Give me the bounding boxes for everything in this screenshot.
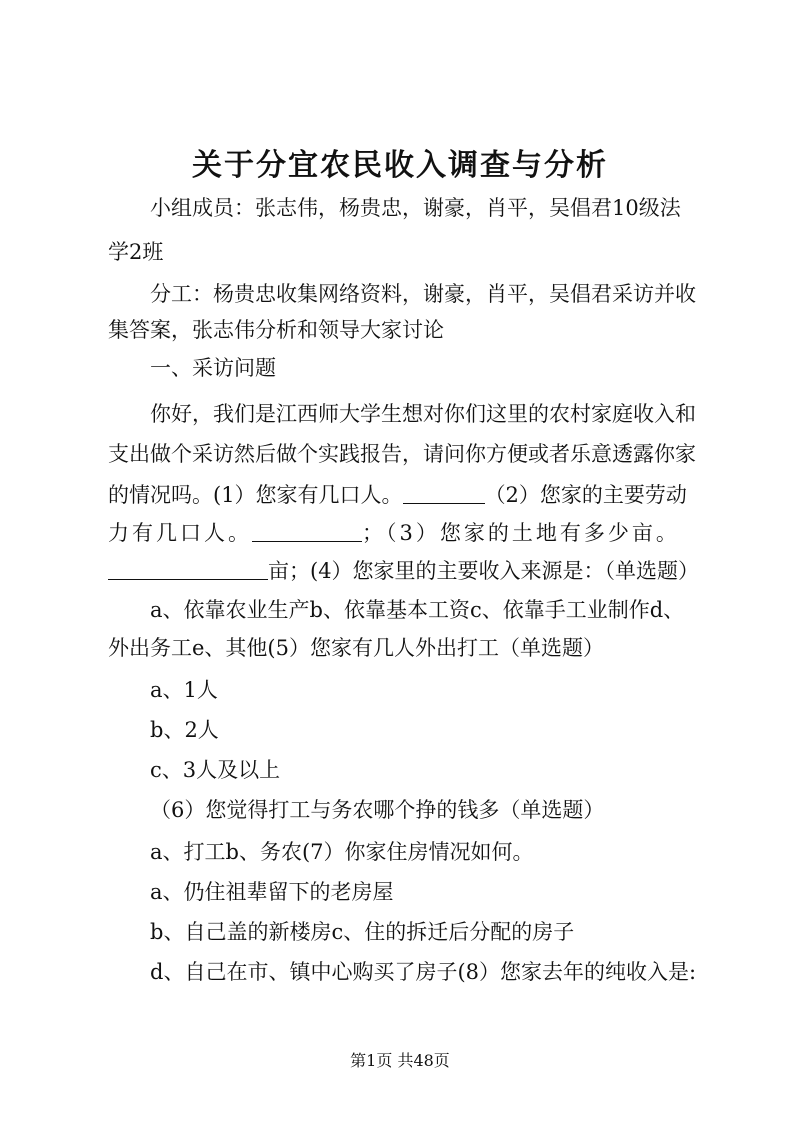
- q5-option-b: b、2人: [150, 718, 219, 742]
- intro-line-3: [108, 482, 687, 506]
- members-line: 小组成员：张志伟，杨贵忠，谢豪，肖平，吴倡君10级法: [150, 196, 681, 220]
- document-title: 关于分宜农民收入调查与分析: [192, 148, 608, 183]
- page-footer: 第1页 共48页: [350, 1051, 450, 1070]
- division-line: 分工：杨贵忠收集网络资料，谢豪，肖平，吴倡君采访并收: [150, 282, 696, 306]
- answer-blank-2: [252, 520, 362, 542]
- answer-blank-3: [108, 558, 268, 580]
- division-line-cont: 集答案，张志伟分析和领导大家讨论: [108, 318, 444, 342]
- q7-option-b: b、自己盖的新楼房c、住的拆迁后分配的房子: [150, 920, 575, 944]
- q6-text: （6）您觉得打工与务农哪个挣的钱多（单选题）: [150, 798, 605, 822]
- q4-options-cont: 外出务工e、其他(5）您家有几人外出打工（单选题）: [108, 636, 604, 660]
- q4-options-line: a、依靠农业生产b、依靠基本工资c、依靠手工业制作d、: [150, 598, 685, 622]
- q7-option-d: d、自己在市、镇中心购买了房子(8）您家去年的纯收入是:: [150, 960, 697, 984]
- members-line-cont: 学2班: [108, 240, 164, 264]
- answer-blank-1: [403, 482, 485, 504]
- question-3-text: ；（3）您家的土地有多少亩。: [362, 521, 680, 545]
- q7-option-a: a、仍住祖辈留下的老房屋: [150, 880, 394, 904]
- intro-line-2: 支出做个采访然后做个实践报告，请问你方便或者乐意透露你家: [108, 442, 696, 466]
- q5-option-a: a、1人: [150, 678, 218, 702]
- question-1-text: 的情况吗。(1）您家有几口人。: [108, 483, 403, 507]
- intro-line-5: [108, 558, 699, 582]
- intro-line-1: 你好，我们是江西师大学生想对你们这里的农村家庭收入和: [150, 402, 696, 426]
- q5-option-c: c、3人及以上: [150, 758, 281, 782]
- intro-line-4: [108, 520, 680, 544]
- question-2-cont: 力有几口人。: [108, 521, 252, 545]
- section-heading: 一、采访问题: [150, 356, 276, 380]
- q6-options: a、打工b、务农(7）你家住房情况如何。: [150, 840, 534, 864]
- question-2-text: （2）您家的主要劳动: [484, 483, 687, 507]
- question-4-text: 亩；(4）您家里的主要收入来源是：（单选题）: [268, 559, 700, 583]
